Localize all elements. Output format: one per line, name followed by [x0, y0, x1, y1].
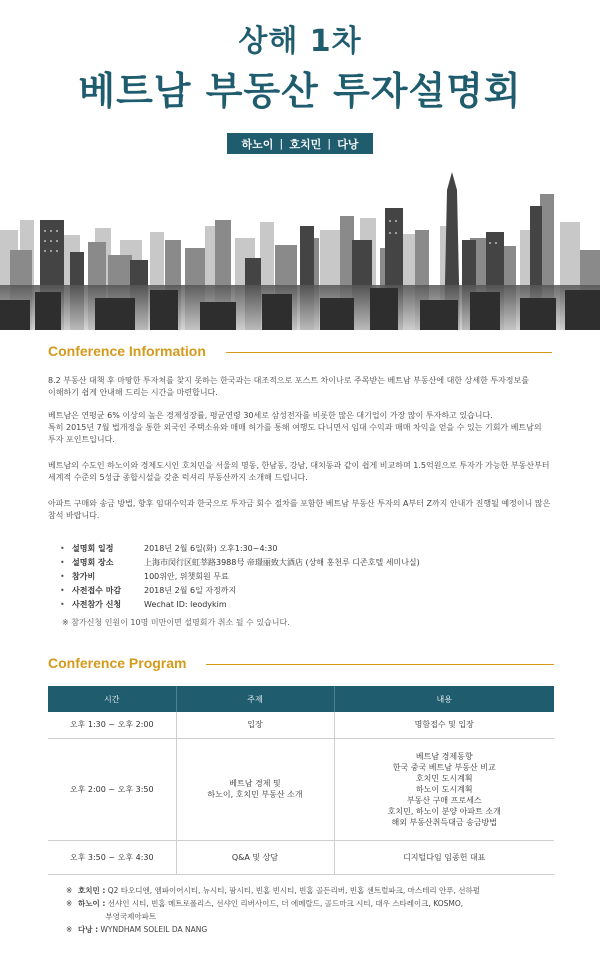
info-paragraph-2	[48, 410, 558, 446]
info-paragraph-4	[48, 498, 558, 522]
city-hanoi: 하노이	[241, 137, 274, 151]
column-header-topic: 주제	[176, 686, 334, 712]
footnote-line: Q2 타오디엔, 엠파이어시티, 뉴시티, 팜시티, 빈홈 빈시티, 빈홈 골든리버, 빈홈 센트럴파크, 마스테리 안푸, 선하펄	[107, 886, 481, 895]
row-content	[334, 738, 554, 840]
cancellation-note: ※ 참가신청 인원이 10명 미만이면 설명회가 취소 될 수 있습니다.	[62, 618, 290, 627]
row-time: 오후 3:50 ~ 오후 4:30	[48, 840, 176, 874]
row-topic: Q&A 및 상담	[176, 840, 334, 874]
separator: |	[279, 137, 284, 150]
detail-fee	[60, 569, 560, 583]
topic-line: 베트남 경제 및	[229, 779, 281, 788]
bullet-icon: •	[60, 585, 65, 595]
detail-value: 上海市闵行区虹莘路3988号 帝璟丽致大酒店 (상해 홍천루 디존호텔 세미나실)	[144, 557, 420, 567]
title-line1: 상해 1차	[238, 24, 362, 59]
column-header-time: 시간	[48, 686, 176, 712]
footnote-label: 다낭 :	[78, 925, 99, 934]
content-line: 한국 중국 베트남 부동산 비교	[392, 762, 496, 772]
paragraph-line: 베트남은 연평균 6% 이상의 높은 경제성장률, 평균연령 30세로 삼성전자를 비롯한 많은 대기업이 가장 많이 투자하고 있습니다.	[48, 411, 493, 420]
note-mark: ※	[66, 886, 73, 895]
paragraph-line: 베트남의 수도인 하노이와 경제도시인 호치민을 서울의 명동, 한남동, 강남, 대치동과 같이 쉽게 비교하며 1.5억원으로 투자가 가능한 부동산부터	[48, 461, 550, 470]
row-time: 오후 1:30 ~ 오후 2:00	[48, 712, 176, 738]
detail-schedule	[60, 541, 560, 555]
conference-program-title: Conference Program	[48, 655, 187, 671]
detail-venue	[60, 555, 560, 569]
section-divider	[206, 664, 554, 665]
paragraph-line: 참석 바랍니다.	[48, 511, 100, 520]
paragraph-line: 투자 포인트입니다.	[48, 435, 115, 444]
paragraph-line: 특히 2015년 7월 법개정을 통한 외국인 주택소유와 매매 허가를 통해 여행도 다니면서 임대 수익과 매매 차익을 얻을 수 있는 기회가 베트남의	[48, 423, 542, 432]
detail-registration	[60, 597, 560, 611]
city-danang: 다낭	[337, 137, 359, 151]
title-line2: 베트남 부동산 투자설명회	[78, 69, 522, 113]
detail-label: 사전참가 신청	[72, 599, 122, 609]
event-details-list	[60, 541, 560, 611]
table-header-row	[48, 686, 554, 712]
detail-value: Wechat ID: leodykim	[144, 599, 227, 609]
paragraph-line: 이해하기 쉽게 안내해 드리는 시간을 마련합니다.	[48, 388, 218, 397]
footnote-text	[105, 884, 576, 897]
footnote-hochiminh	[66, 884, 576, 897]
footnote-label: 하노이 :	[78, 899, 106, 908]
footnote-text	[105, 897, 576, 923]
footnote-line: WYNDHAM SOLEIL DA NANG	[100, 925, 208, 934]
footnote-danang	[66, 923, 576, 936]
detail-value: 2018년 2월 6일(화) 오후1:30~4:30	[144, 543, 278, 553]
table-row	[48, 840, 554, 874]
detail-value: 2018년 2월 6일 자정까지	[144, 585, 237, 595]
bullet-icon: •	[60, 599, 65, 609]
content-line: 해외 부동산취득대금 송금방법	[391, 817, 498, 827]
program-table	[48, 686, 554, 875]
info-paragraph-3	[48, 460, 558, 484]
table-row	[48, 712, 554, 738]
section-divider	[226, 352, 552, 353]
footnote-line: 부영국제아파트	[105, 912, 157, 921]
table-row	[48, 738, 554, 840]
paragraph-line: 세계적 수준의 5성급 종합시설을 갖춘 럭셔리 부동산까지 소개해 드립니다.	[48, 473, 308, 482]
footnote-label: 호치민 :	[78, 886, 106, 895]
separator: |	[327, 137, 332, 150]
row-topic	[176, 738, 334, 840]
property-footnotes	[66, 884, 576, 936]
footnote-line: 선샤인 시티, 빈홈 메트로폴리스, 선샤인 리버사이드, 더 에메랄드, 골드마크 시티, 대우 스타레이크, KOSMO,	[107, 899, 464, 908]
detail-label: 설명회 장소	[72, 557, 114, 567]
hero-banner	[0, 0, 600, 330]
note-mark: ※	[66, 925, 73, 934]
row-topic: 입장	[176, 712, 334, 738]
content-line: 호치민 도시계획	[415, 773, 473, 783]
bullet-icon: •	[60, 571, 65, 581]
info-paragraph-1	[48, 375, 558, 399]
content-line: 부동산 구매 프로세스	[406, 795, 482, 805]
paragraph-line: 아파트 구매와 송금 방법, 향후 임대수익과 한국으로 투자금 회수 절차를 포함한 베트남 부동산 투자의 A부터 Z까지 안내가 진행될 예정이니 많은	[48, 499, 551, 508]
detail-value: 100위안, 위챗회원 무료	[144, 571, 229, 581]
content-line: 호치민, 하노이 분양 아파트 소개	[387, 806, 501, 816]
bullet-icon: •	[60, 557, 65, 567]
row-content: 디지털다임 임종헌 대표	[334, 840, 554, 874]
content-line: 베트남 경제동향	[415, 751, 473, 761]
column-header-content: 내용	[334, 686, 554, 712]
detail-label: 참가비	[72, 571, 96, 581]
row-time: 오후 2:00 ~ 오후 3:50	[48, 738, 176, 840]
footnote-hanoi	[66, 897, 576, 923]
city-hochiminh: 호치민	[289, 137, 322, 151]
conference-info-title: Conference Information	[48, 343, 206, 359]
paragraph-line: 8.2 부동산 대책 후 마땅한 투자처를 찾지 못하는 한국과는 대조적으로 포스트 차이나로 주목받는 베트남 부동산에 대한 상세한 투자정보를	[48, 376, 529, 385]
detail-label: 사전접수 마감	[72, 585, 122, 595]
detail-deadline	[60, 583, 560, 597]
footnote-text	[98, 923, 576, 936]
city-skyline-image	[0, 160, 600, 330]
note-mark: ※	[66, 899, 73, 908]
content-line: 하노이 도시계획	[415, 784, 473, 794]
row-content: 명함접수 및 입장	[334, 712, 554, 738]
topic-line: 하노이, 호치민 부동산 소개	[207, 790, 303, 799]
detail-label: 설명회 일정	[72, 543, 114, 553]
city-badge	[227, 133, 373, 154]
bullet-icon: •	[60, 543, 65, 553]
